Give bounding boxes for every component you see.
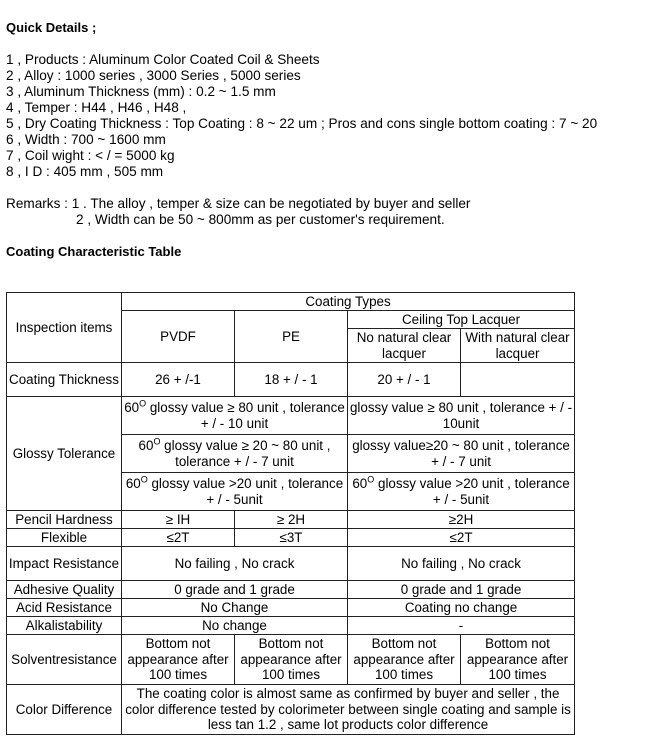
detail-line: 5 , Dry Coating Thickness : Top Coating : 8 ~ 22 um ; Pros and cons single bottom coating : 7 ~ 20	[6, 116, 598, 131]
pe-header: PE	[235, 311, 348, 363]
table-cell: No failing , No crack	[348, 547, 575, 581]
table-cell	[122, 435, 348, 473]
table-cell: 26 + /-1	[122, 363, 235, 397]
table-heading: Coating Characteristic Table	[6, 244, 182, 259]
table-cell: Bottom not appearance after 100 times	[235, 635, 348, 685]
gloss-text: glossy value ≥ 20 ~ 80 unit , tolerance + / - 7 unit	[160, 438, 331, 469]
row-label: Alkalistability	[7, 617, 122, 635]
detail-line: 7 , Coil wight : < / = 5000 kg	[6, 148, 175, 163]
gloss-angle: 60	[125, 476, 141, 491]
table-cell: 0 grade and 1 grade	[122, 581, 348, 599]
table-cell: 18 + / - 1	[235, 363, 348, 397]
table-cell: No change	[122, 617, 348, 635]
table-cell: ≥ IH	[122, 511, 235, 529]
with-natural-header: With natural clear lacquer	[461, 329, 575, 363]
table-cell: No failing , No crack	[122, 547, 348, 581]
table-cell	[348, 473, 575, 511]
row-label: Flexible	[7, 529, 122, 547]
degree-mark: O	[139, 398, 147, 409]
table-cell: ≤2T	[348, 529, 575, 547]
degree-mark: O	[140, 474, 148, 485]
table-cell: ≥2H	[348, 511, 575, 529]
table-cell: ≤3T	[235, 529, 348, 547]
table-cell: The coating color is almost same as confirmed by buyer and seller , the color difference tested by colorimeter between single coating and sample is less tan 1.2 , same lot products color difference	[122, 685, 575, 735]
detail-line: 2 , Alloy : 1000 series , 3000 Series , 5000 series	[6, 68, 301, 83]
row-label: Coating Thickness	[7, 363, 122, 397]
detail-line: 4 , Temper : H44 , H46 , H48 ,	[6, 100, 187, 115]
degree-mark: O	[367, 474, 375, 485]
row-label: Color Difference	[7, 685, 122, 735]
table-cell: Coating no change	[348, 599, 575, 617]
table-cell: glossy value ≥ 80 unit , tolerance + / - 10unit	[348, 397, 575, 435]
row-label: Solventresistance	[7, 635, 122, 685]
table-cell: ≤2T	[122, 529, 235, 547]
row-label: Acid Resistance	[7, 599, 122, 617]
gloss-angle: 60	[352, 476, 368, 491]
detail-line: 6 , Width : 700 ~ 1600 mm	[6, 132, 166, 147]
ceiling-header: Ceiling Top Lacquer	[348, 311, 575, 329]
table-cell: ≥ 2H	[235, 511, 348, 529]
row-label: Adhesive Quality	[7, 581, 122, 599]
row-label: Pencil Hardness	[7, 511, 122, 529]
table-cell: glossy value≥20 ~ 80 unit , tolerance + / - 7 unit	[348, 435, 575, 473]
detail-line: 3 , Aluminum Thickness (mm) : 0.2 ~ 1.5 mm	[6, 84, 276, 99]
degree-mark: O	[153, 436, 161, 447]
remark-line: Remarks : 1 . The alloy , temper & size can be negotiated by buyer and seller	[6, 196, 471, 211]
detail-line: 1 , Products : Aluminum Color Coated Coil & Sheets	[6, 52, 320, 67]
table-cell: 0 grade and 1 grade	[348, 581, 575, 599]
remark-line: 2 , Width can be 50 ~ 800mm as per customer's requirement.	[76, 212, 445, 227]
row-label: Impact Resistance	[7, 547, 122, 581]
no-natural-header: No natural clear lacquer	[348, 329, 461, 363]
gloss-text: glossy value >20 unit , tolerance + / - 5unit	[147, 476, 344, 507]
table-cell	[461, 363, 575, 397]
gloss-text: glossy value ≥ 80 unit , tolerance + / - 10 unit	[146, 400, 345, 431]
table-cell	[122, 397, 348, 435]
table-cell: -	[348, 617, 575, 635]
coating-types-header: Coating Types	[122, 293, 575, 311]
pvdf-header: PVDF	[122, 311, 235, 363]
gloss-text: glossy value >20 unit , tolerance + / - 5unit	[374, 476, 570, 507]
quick-details-heading: Quick Details ;	[6, 20, 97, 35]
gloss-angle: 60	[124, 400, 140, 415]
detail-line: 8 , I D : 405 mm , 505 mm	[6, 164, 164, 179]
gloss-angle: 60	[138, 438, 154, 453]
table-cell: No Change	[122, 599, 348, 617]
table-cell: Bottom not appearance after 100 times	[461, 635, 575, 685]
inspection-items-header: Inspection items	[7, 293, 122, 363]
table-cell: Bottom not appearance after 100 times	[348, 635, 461, 685]
table-cell: 20 + / - 1	[348, 363, 461, 397]
table-cell: Bottom not appearance after 100 times	[122, 635, 235, 685]
table-cell	[122, 473, 348, 511]
coating-characteristic-table	[6, 292, 575, 735]
row-label: Glossy Tolerance	[7, 397, 122, 511]
